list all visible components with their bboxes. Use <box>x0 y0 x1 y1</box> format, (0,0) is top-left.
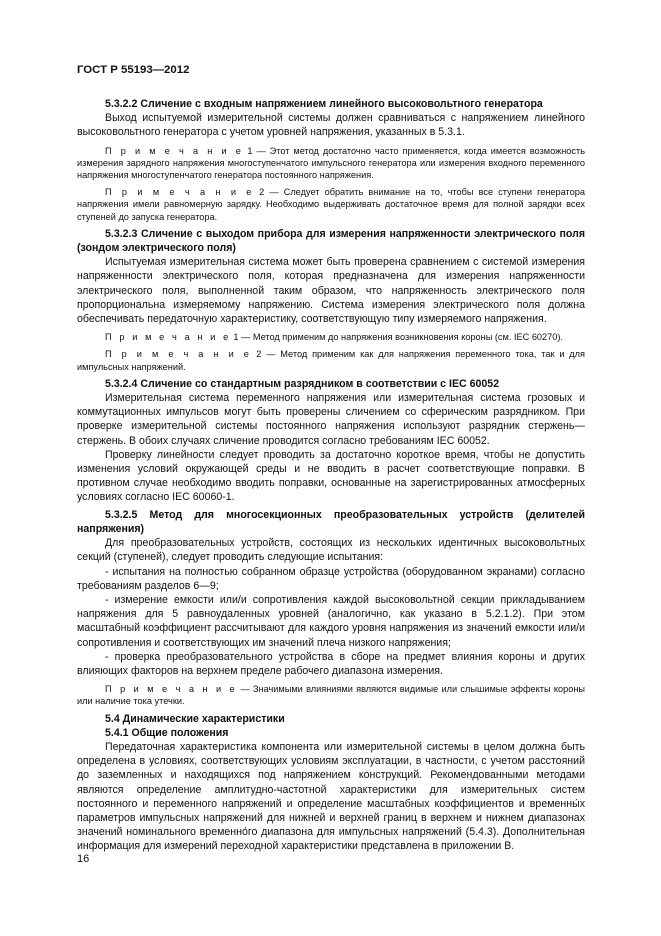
note-label: П р и м е ч а н и е <box>105 332 231 343</box>
note-label: П р и м е ч а н и е <box>105 145 244 156</box>
section-5-3-2-3-title: 5.3.2.3 Сличение с выходом прибора для измерения напряженности электрического поля (зондом электрического поля) <box>77 227 585 255</box>
section-5-4-1-text: Передаточная характеристика компонента или измерительной системы в целом должна быть определена в условиях, соответствующих условиям эксплуатации, в частности, с учетом расстояний до заземленных и находящихся под напряжением конструкций. Рекомендованными методами являются определение амплитудно-частотной характеристики для измерительных систем постоянного и переменного напряжений и определение масштабных коэффициентов и временны́х параметров импульсных напряжений для нижней и верхней границ в верхнем и нижнем диапазонах значений номинального временно́го диапазона для импульсных напряжений (5.4.3). Дополнительная информация для измерений переходной характеристики представлена в приложении В. <box>77 740 585 853</box>
note <box>77 683 585 707</box>
page-number: 16 <box>77 853 90 865</box>
note-2 <box>77 186 585 223</box>
note-2 <box>77 348 585 372</box>
note-text: 1 — Метод применим до напряжения возникновения короны (см. IEC 60270). <box>230 332 563 343</box>
list-item: - проверка преобразовательного устройства в сборе на предмет влияния короны и других влияющих факторов на верхнем пределе рабочего диапазона измерения. <box>77 650 585 677</box>
note-text: 1 — Этот метод достаточно часто применяется, когда имеется возможность измерения зарядного напряжения многоступенчатого импульсного генератора или измерения входного переменного напряжения многоступенчатого генератора постоянного напряжения. <box>77 145 585 181</box>
section-5-4-1-title: 5.4.1 Общие положения <box>105 726 229 739</box>
section-5-3-2-2-text: Выход испытуемой измерительной системы должен сравниваться с напряжением линейного высоковольтного генератора с учетом уровней напряжения, указанных в 5.3.1. <box>77 112 585 139</box>
section-5-4-title: 5.4 Динамические характеристики <box>105 712 285 725</box>
note-text: 2 — Метод применим как для напряжения переменного тока, так и для импульсных напряжений. <box>77 349 585 372</box>
document-body <box>77 94 585 854</box>
note-label: П р и м е ч а н и е <box>105 349 252 360</box>
section-5-3-2-5-title: 5.3.2.5 Метод для многосекционных преобразовательных устройств (делителей напряжения) <box>77 508 585 535</box>
note-1 <box>77 331 585 343</box>
section-5-3-2-2-title: 5.3.2.2 Сличение с входным напряжением линейного высоковольтного генератора <box>105 98 543 110</box>
note-1 <box>77 145 585 182</box>
list-item: - измерение емкости или/и сопротивления каждой высоковольтной секции прикладыванием напряжения для 5 равноудаленных уровней (аналогично, как указано в 5.2.1.2). При этом масштабный коэффициент рассчитывают для каждого уровня напряжения из значений емкости или/и сопротивления и соответствующих им значений плеча низкого напряжения; <box>77 593 585 649</box>
list-item: - испытания на полностью собранном образце устройства (оборудованном экранами) согласно требованиям разделов 6—9; <box>77 565 585 592</box>
section-5-3-2-4-text-1: Измерительная система переменного напряжения или измерительная система грозовых и коммутационных импульсов могут быть проверены сличением со сферическим разрядником. При проверке измерительной системы постоянного напряжения используют разрядник стержень—стержень. В обоих случаях сличение проводится согласно требованиям IEC 60052. <box>77 392 585 447</box>
section-5-3-2-4-title: 5.3.2.4 Сличение со стандартным разрядником в соответствии с IEC 60052 <box>105 377 500 390</box>
section-5-3-2-4-text-2: Проверку линейности следует проводить за достаточно короткое время, чтобы не допустить изменения условий окружающей среды и не вводить в расчет соответствующие поправки. В противном случае необходимо вводить поправки, основанные на зарегистрированных атмосферных условиях согласно IEC 60060-1. <box>77 448 585 504</box>
note-text: 2 — Следует обратить внимание на то, чтобы все ступени генератора напряжения имели равномерную зарядку. Необходимо выдерживать достаточное время для полной зарядки всех ступеней до запуска генератора. <box>77 187 585 222</box>
note-text: — Значимыми влияниями являются видимые или слышимые эффекты короны или наличие тока утечки. <box>77 684 585 707</box>
note-label: П р и м е ч а н и е <box>105 187 255 198</box>
section-5-3-2-5-text: Для преобразовательных устройств, состоящих из нескольких идентичных высоковольтных секций (ступеней), следует проводить следующие испытания: <box>77 537 585 564</box>
document-header: ГОСТ Р 55193—2012 <box>77 64 190 76</box>
section-5-3-2-3-text: Испытуемая измерительная система может быть проверена сравнением с системой измерения напряженности электрического поля, которая предназначена для измерения напряженности электрического поля, выполненной таким образом, что напряженность электрического поля пропорциональна измеряемому напряжению. Система измерения электрического поля должна обеспечивать передаточную характеристику, соответствующую типу измеряемого напряжения. <box>77 256 585 326</box>
note-label: П р и м е ч а н и е <box>105 684 238 695</box>
